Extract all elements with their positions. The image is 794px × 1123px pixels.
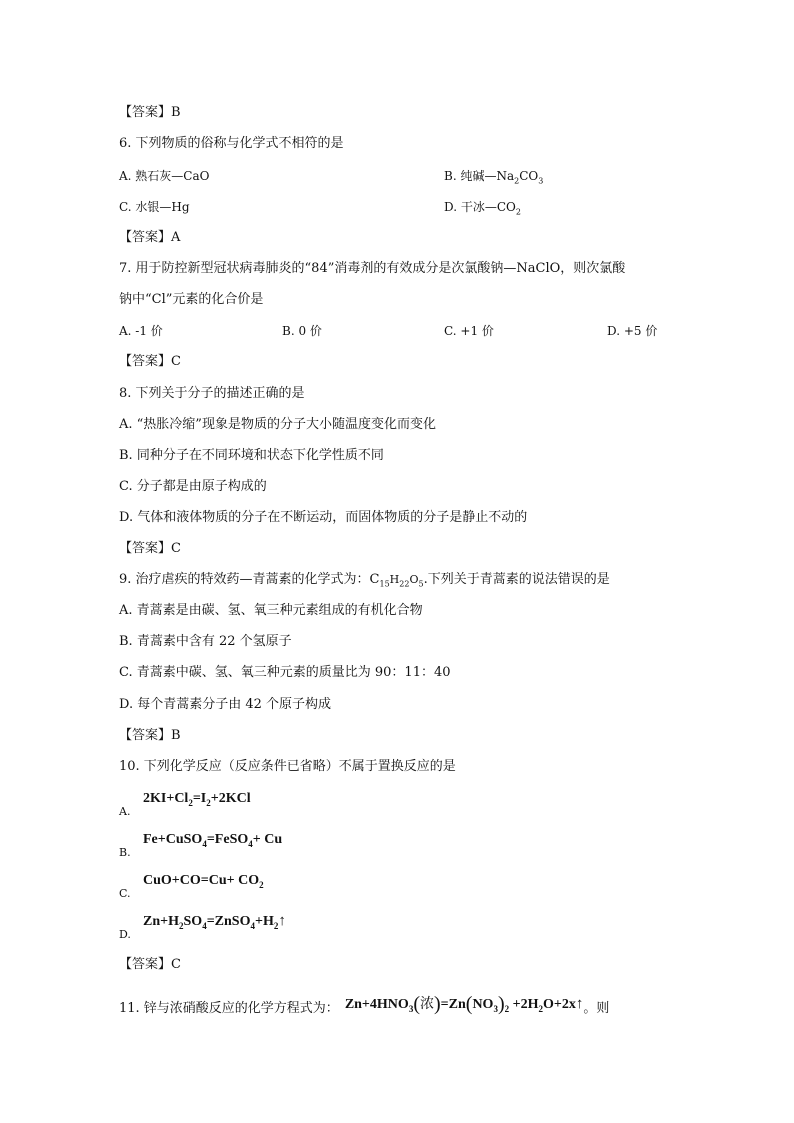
q8-option-b: B. 同种分子在不同环境和状态下化学性质不同 [119,448,384,463]
q6-option-c: C. 水银—Hg [119,200,190,214]
q8-stem: 8. 下列关于分子的描述正确的是 [119,386,305,401]
q10-equation-a: $2KI+Cl_2=I_2+2KCl$ [143,791,251,808]
q10-option-c-label: C. [119,887,131,900]
q10-option-b-label: B. [119,846,131,859]
q9-option-d: D. 每个青蒿素分子由 42 个原子构成 [119,697,332,712]
q10-option-d-label: D. [119,928,131,941]
q10-equation-d: $Zn+H_2SO_4=ZnSO_4+H_2↑$ [143,913,286,931]
q8-option-d: D. 气体和液体物质的分子在不断运动，而固体物质的分子是静止不动的 [119,510,528,525]
answer-10: 【答案】C [119,957,181,972]
q9-option-a: A. 青蒿素是由碳、氢、氧三种元素组成的有机化合物 [119,603,423,618]
q10-option-a-label: A. [119,805,131,818]
q7-option-c: C. +1 价 [444,324,494,338]
q7-stem-line1: 7. 用于防控新型冠状病毒肺炎的“84”消毒剂的有效成分是次氯酸钠—NaClO，则次氯酸 [119,261,626,276]
q7-option-b: B. 0 价 [282,324,322,338]
answer-5: 【答案】B [119,105,181,120]
q10-option-b [119,829,519,859]
q6-option-a: A. 熟石灰—CaO [119,169,210,183]
q9-stem: 9. 治疗虐疾的特效药—青蒿素的化学式为：$C_{15}H_{22}O_5$.下列关于青蒿素的说法错误的是 [119,572,610,589]
q11-stem: 11. 锌与浓硝酸反应的化学方程式为： $Zn+4HNO_3$(浓)$=Zn(NO_3)_2$ $+2H_2O+2x↑$。则 [119,993,610,1016]
answer-6: 【答案】A [119,230,181,245]
q10-option-a [119,788,519,818]
q6-option-d: D. 干冰$—CO_2$ [444,200,521,217]
q6-stem: 6. 下列物质的俗称与化学式不相符的是 [119,136,344,151]
q9-option-b: B. 青蒿素中含有 22 个氢原子 [119,634,292,649]
q10-option-d [119,911,519,941]
q8-option-c: C. 分子都是由原子构成的 [119,479,267,494]
q7-stem-line2: 钠中“Cl”元素的化合价是 [119,292,264,307]
q6-option-b: B. 纯碱$—Na_2CO_3$ [444,169,544,186]
q11-equation: $Zn+4HNO_3$(浓)$=Zn(NO_3)_2$ $+2H_2O+2x↑$ [344,993,584,1015]
answer-9: 【答案】B [119,728,181,743]
q10-stem: 10. 下列化学反应（反应条件已省略）不属于置换反应的是 [119,759,456,774]
answer-8: 【答案】C [119,541,181,556]
q10-option-c [119,870,519,900]
q7-option-d: D. +5 价 [607,324,658,338]
answer-7: 【答案】C [119,354,181,369]
q9-option-c: C. 青蒿素中碳、氢、氧三种元素的质量比为 90：11：40 [119,665,451,680]
q10-equation-c: $CuO+CO=Cu+ CO_2$ [143,873,264,890]
q8-option-a: A. “热胀冷缩”现象是物质的分子大小随温度变化而变化 [119,417,436,432]
q10-equation-b: Fe+CuSO$_4$=FeSO$_4$+ Cu [143,832,283,849]
q7-option-a: A. -1 价 [119,324,163,338]
